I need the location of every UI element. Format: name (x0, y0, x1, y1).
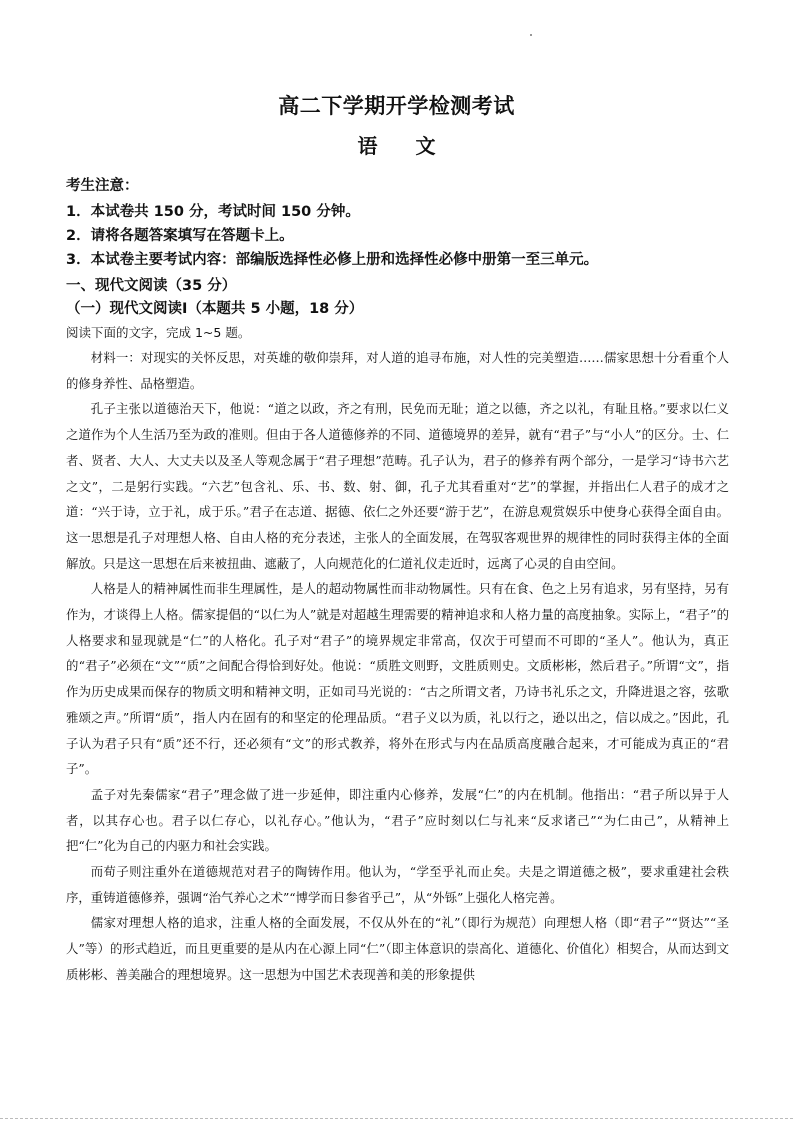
subject-char-2: 文 (415, 134, 436, 158)
passage-paragraph-6: 儒家对理想人格的追求，注重人格的全面发展，不仅从外在的“礼”（即行为规范）向理想人格（即“君子”“贤达”“圣人”等）的形式趋近，而且更重要的是从内在心源上同“仁”（即主体意识的崇高化、道德化、价值化）相契合，从而达到文质彬彬、善美融合的理想境界。这一思想为中国艺术表现善和美的形象提供 (66, 915, 729, 982)
passage-paragraph-3: 人格是人的精神属性而非生理属性，是人的超动物属性而非动物属性。只有在食、色之上另有追求，另有坚持，另有作为，才谈得上人格。儒家提倡的“以仁为人”就是对超越生理需要的精神追求和人格力量的高度抽象。实际上，“君子”的人格要求和显现就是“仁”的人格化。孔子对“君子”的境界规定非常高，仅次于可望而不可即的“圣人”。他认为，真正的“君子”必须在“文”“质”之间配合得恰到好处。他说：“质胜文则野，文胜质则史。文质彬彬，然后君子。”所谓“文”，指作为历史成果而保存的物质文明和精神文明，正如司马光说的：“古之所谓文者，乃诗书礼乐之文，升降进退之容，弦歌雅颂之声。”所谓“质”，指人内在固有的和坚定的伦理品质。“君子义以为质，礼以行之，逊以出之，信以成之。”因此，孔子认为君子只有“质”还不行，还必须有“文”的形式教养，将外在形式与内在品质高度融合起来，才可能成为真正的“君子”。 (66, 581, 729, 777)
subject-char-1: 语 (357, 134, 378, 158)
passage-paragraph-4: 孟子对先秦儒家“君子”理念做了进一步延伸，即注重内心修养，发展“仁”的内在机制。他指出：“君子所以异于人者，以其存心也。君子以仁存心，以礼存心。”他认为，“君子”应时刻以仁与礼来“反求诸己”“为仁由己”，从精神上把“仁”化为自己的内驱力和社会实践。 (66, 786, 729, 854)
page-bottom-rule (0, 1118, 793, 1119)
exam-title: 高二下学期开学检测考试 (278, 93, 515, 118)
notice-heading: 考生注意： (66, 178, 139, 194)
reading-passage (66, 345, 729, 988)
scan-speck (530, 34, 532, 36)
notice-item-2: 2．请将各题答案填写在答题卡上。 (66, 228, 294, 244)
passage-paragraph-5: 而荀子则注重外在道德规范对君子的陶铸作用。他认为，“学至乎礼而止矣。夫是之谓道德之极”，要求重建社会秩序，重铸道德修养，强调“治气养心之术”“博学而日参省乎己”，从“外铄”上强化人格完善。 (66, 864, 729, 905)
notice-item-3: 3．本试卷主要考试内容：部编版选择性必修上册和选择性必修中册第一至三单元。 (66, 252, 599, 268)
passage-paragraph-2: 孔子主张以道德治天下，他说：“道之以政，齐之有刑，民免而无耻；道之以德，齐之以礼，有耻且格。”要求以仁义之道作为个人生活乃至为政的准则。但由于各人道德修养的不同、道德境界的差异，就有“君子”与“小人”的区分。士、仁者、贤者、大人、大丈夫以及圣人等观念属于“君子理想”范畴。孔子认为，君子的修养有两个部分，一是学习“诗书六艺之文”，二是躬行实践。“六艺”包含礼、乐、书、数、射、御，孔子尤其看重对“艺”的掌握，并指出仁人君子的成才之道：“兴于诗，立于礼，成于乐。”君子在志道、据德、依仁之外还要“游于艺”，在游息观赏娱乐中使身心获得全面自由。这一思想是孔子对理想人格、自由人格的充分表述，主张人的全面发展，在驾驭客观世界的规律性的同时获得主体的全面解放。只是这一思想在后来被扭曲、遮蔽了，人向规范化的仁道礼仪走近时，远离了心灵的自由空间。 (66, 401, 729, 571)
section-sub-heading: （一）现代文阅读Ⅰ（本题共 5 小题，18 分） (66, 301, 364, 317)
notice-item-1: 1．本试卷共 150 分，考试时间 150 分钟。 (66, 204, 360, 220)
reading-instruction: 阅读下面的文字，完成 1~5 题。 (66, 325, 251, 340)
section-heading: 一、现代文阅读（35 分） (66, 278, 237, 294)
passage-paragraph-1: 材料一：对现实的关怀反思，对英雄的敬仰崇拜，对人道的追寻布施，对人性的完美塑造……儒家思想十分看重个人的修身养性、品格塑造。 (66, 350, 729, 391)
subject-title (0, 130, 793, 159)
